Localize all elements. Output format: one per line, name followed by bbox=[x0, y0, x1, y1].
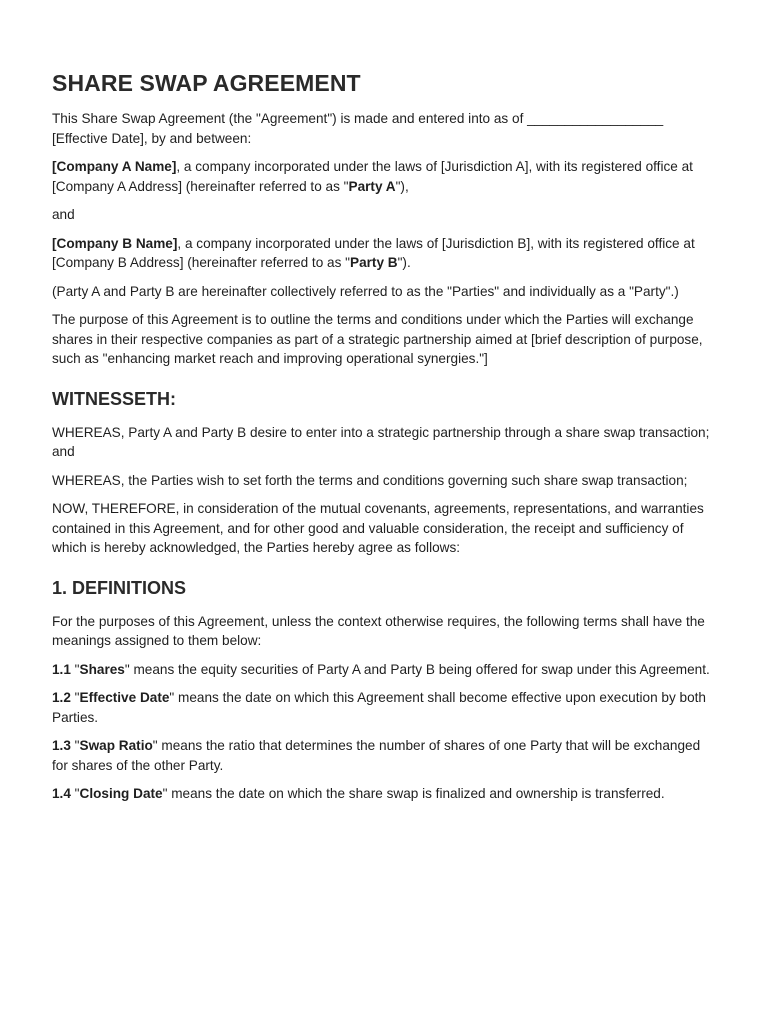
party-b-short-name: Party B bbox=[350, 255, 398, 270]
definition-number: 1.1 bbox=[52, 661, 71, 677]
and-connector: and bbox=[52, 207, 75, 222]
party-b-description: , a company incorporated under the laws of [Jurisdiction B], with its registered office at [Company B Address] (hereinafter referred to as " bbox=[52, 235, 695, 270]
definition-term: Swap Ratio bbox=[79, 738, 153, 753]
party-a-name: [Company A Name] bbox=[52, 159, 177, 174]
definition-item bbox=[52, 736, 718, 775]
party-b-name: [Company B Name] bbox=[52, 235, 178, 251]
whereas-clause-2: WHEREAS, the Parties wish to set forth the terms and conditions governing such share swap transaction; bbox=[52, 472, 688, 488]
definition-text: " means the ratio that determines the number of shares of one Party that will be exchanged for shares of the other Party. bbox=[52, 738, 701, 773]
collective-reference-paragraph: (Party A and Party B are hereinafter collectively referred to as the "Parties" and individually as a "Party".) bbox=[52, 283, 679, 299]
definition-quote-open: " bbox=[70, 661, 80, 677]
definitions-intro: For the purposes of this Agreement, unless the context otherwise requires, the following terms shall have the meanings assigned to them below: bbox=[52, 613, 705, 648]
party-a-paragraph bbox=[52, 157, 718, 196]
definition-text: " means the date on which the share swap is finalized and ownership is transferred. bbox=[162, 786, 665, 801]
definition-text: " means the equity securities of Party A and Party B being offered for swap under this Agreement. bbox=[124, 661, 710, 677]
intro-paragraph: This Share Swap Agreement (the "Agreement") is made and entered into as of __________________ [Effective Date], by and between: bbox=[52, 111, 664, 146]
party-b-close: "). bbox=[397, 255, 411, 270]
purpose-paragraph: The purpose of this Agreement is to outline the terms and conditions under which the Parties will exchange shares in their respective companies as part of a strategic partnership aimed at [brief description of purpose, such as "enhancing market reach and improving operational synergies."] bbox=[52, 312, 703, 366]
definition-term: Closing Date bbox=[79, 786, 163, 801]
now-therefore-clause: NOW, THEREFORE, in consideration of the mutual covenants, agreements, representations, and warranties contained in this Agreement, and for other good and valuable consideration, the receipt and sufficiency of which is hereby acknowledged, the Parties hereby agree as follows: bbox=[52, 501, 704, 555]
definition-item bbox=[52, 660, 718, 680]
definition-term: Shares bbox=[79, 661, 125, 677]
witnesseth-heading: WITNESSETH: bbox=[52, 388, 176, 409]
definition-number: 1.4 bbox=[52, 786, 71, 801]
party-a-short-name: Party A bbox=[348, 178, 396, 194]
definition-quote-open: " bbox=[70, 690, 80, 705]
definition-text: " means the date on which this Agreement shall become effective upon execution by both Parties. bbox=[52, 690, 706, 725]
whereas-clause-1: WHEREAS, Party A and Party B desire to enter into a strategic partnership through a share swap transaction; and bbox=[52, 424, 710, 459]
party-b-paragraph bbox=[52, 234, 718, 273]
definition-quote-open: " bbox=[70, 786, 80, 801]
party-a-description: , a company incorporated under the laws of [Jurisdiction A], with its registered office at [Company A Address] (hereinafter referred to as " bbox=[52, 159, 693, 194]
definitions-heading: 1. DEFINITIONS bbox=[52, 577, 187, 598]
definition-item bbox=[52, 688, 718, 727]
document-title: SHARE SWAP AGREEMENT bbox=[52, 70, 361, 96]
definition-quote-open: " bbox=[70, 738, 80, 753]
definition-number: 1.2 bbox=[52, 690, 71, 705]
party-a-close: "), bbox=[395, 178, 409, 194]
definition-number: 1.3 bbox=[52, 738, 71, 753]
definition-term: Effective Date bbox=[79, 690, 170, 705]
definition-item bbox=[52, 784, 718, 804]
